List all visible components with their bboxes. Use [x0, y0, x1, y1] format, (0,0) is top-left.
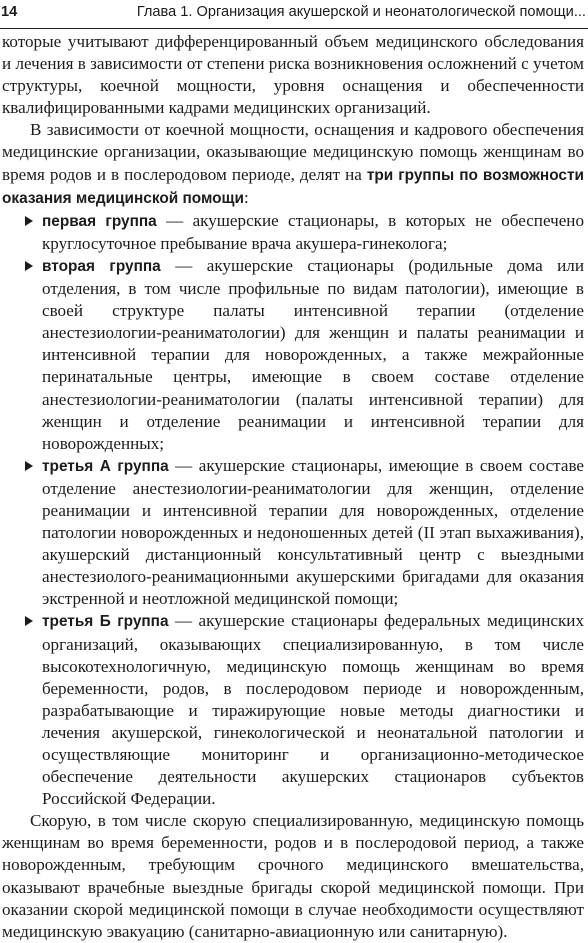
- group-term: третья Б группа: [42, 613, 169, 631]
- paragraph-groups-intro: [2, 119, 584, 209]
- group-list: [2, 210, 584, 811]
- list-item: [2, 255, 584, 455]
- triangle-bullet-icon: [25, 616, 33, 626]
- group-description: — акушерские стационары (родильные дома или отделения, в том числе профильные по видам патологии), имеющие в своей структуре палаты интенсивной терапии (отделение анестезиологии-реаниматологии) для женщин и палаты реанимации и интенсивной терапии для новорожденных, а также межрайонные перинатальные центры, имеющие в своем составе отделение анестезиологии-реаниматологии (палаты интенсивной терапии) для женщин и отделение реанимации и интенсивной терапии для новорожденных;: [42, 255, 584, 453]
- group-term: вторая группа: [42, 257, 161, 275]
- intro-text: В зависимости от коечной мощности, оснащения и кадрового обеспечения медицинские организации, оказывающие медицинскую помощь женщинам во время родов и в послеродовом периоде, делят на: [2, 120, 584, 184]
- triangle-bullet-icon: [25, 461, 33, 471]
- group-description: — акушерские стационары, в которых не обеспечено круглосуточное пребывание врача акушера-гинеколога;: [42, 210, 584, 253]
- group-description: — акушерские стационары федеральных медицинских организаций, оказывающих специализированную, в том числе высокотехнологичную, медицинскую помощь женщинам во время беременности, родов, в послеродовом периоде и новорожденным, разрабатывающие и тиражирующие новые методы диагностики и лечения акушерской, гинекологической и неонатальной патологии и осуществляющие мониторинг и организационно-методическое обеспечение деятельности акушерских стационаров субъектов Российской Федерации.: [42, 611, 584, 809]
- list-item: [2, 610, 584, 810]
- intro-tail: :: [244, 187, 249, 207]
- list-item: [2, 455, 584, 611]
- paragraph-continuation: которые учитывают дифференцированный объем медицинского обследования и лечения в зависимости от степени риска возникновения осложнений с учетом структуры, коечной мощности, уровня оснащения и обеспеченности квалифицированными кадрами медицинских организаций.: [2, 32, 584, 118]
- chapter-title: Глава 1. Организация акушерской и неонатологической помощи...: [136, 4, 586, 20]
- triangle-bullet-icon: [25, 261, 33, 271]
- list-item: [2, 210, 584, 255]
- group-description: — акушерские стационары, имеющие в своем составе отделение анестезиологии-реаниматологии для женщин, отделение реанимации и интенсивной терапии для новорожденных, отделение патологии новорожденных и недоношенных детей (II этап выхаживания), акушерский дистанционный консультативный центр с выездными анестезиолого-реанимационными акушерскими бригадами для оказания экстренной и неотложной медицинской помощи;: [42, 455, 584, 609]
- paragraph-emergency: Скорую, в том числе скорую специализированную, медицинскую помощь женщинам во время беременности, родов и в послеродовой период, а также новорожденным, требующим срочного медицинского вмешательства, оказывают врачебные выездные бригады скорой медицинской помощи. При оказании скорой медицинской помощи в случае необходимости осуществляют медицинскую эвакуацию (санитарно-авиационную или санитарную).: [2, 811, 584, 941]
- group-term: третья А группа: [42, 457, 169, 475]
- intro-bold-term: три группы по возможности оказания медицинской помощи: [2, 166, 584, 207]
- running-header: [0, 0, 588, 29]
- page-body: [2, 31, 584, 943]
- triangle-bullet-icon: [25, 216, 33, 226]
- page-number: 14: [1, 4, 18, 20]
- group-term: первая группа: [42, 212, 157, 230]
